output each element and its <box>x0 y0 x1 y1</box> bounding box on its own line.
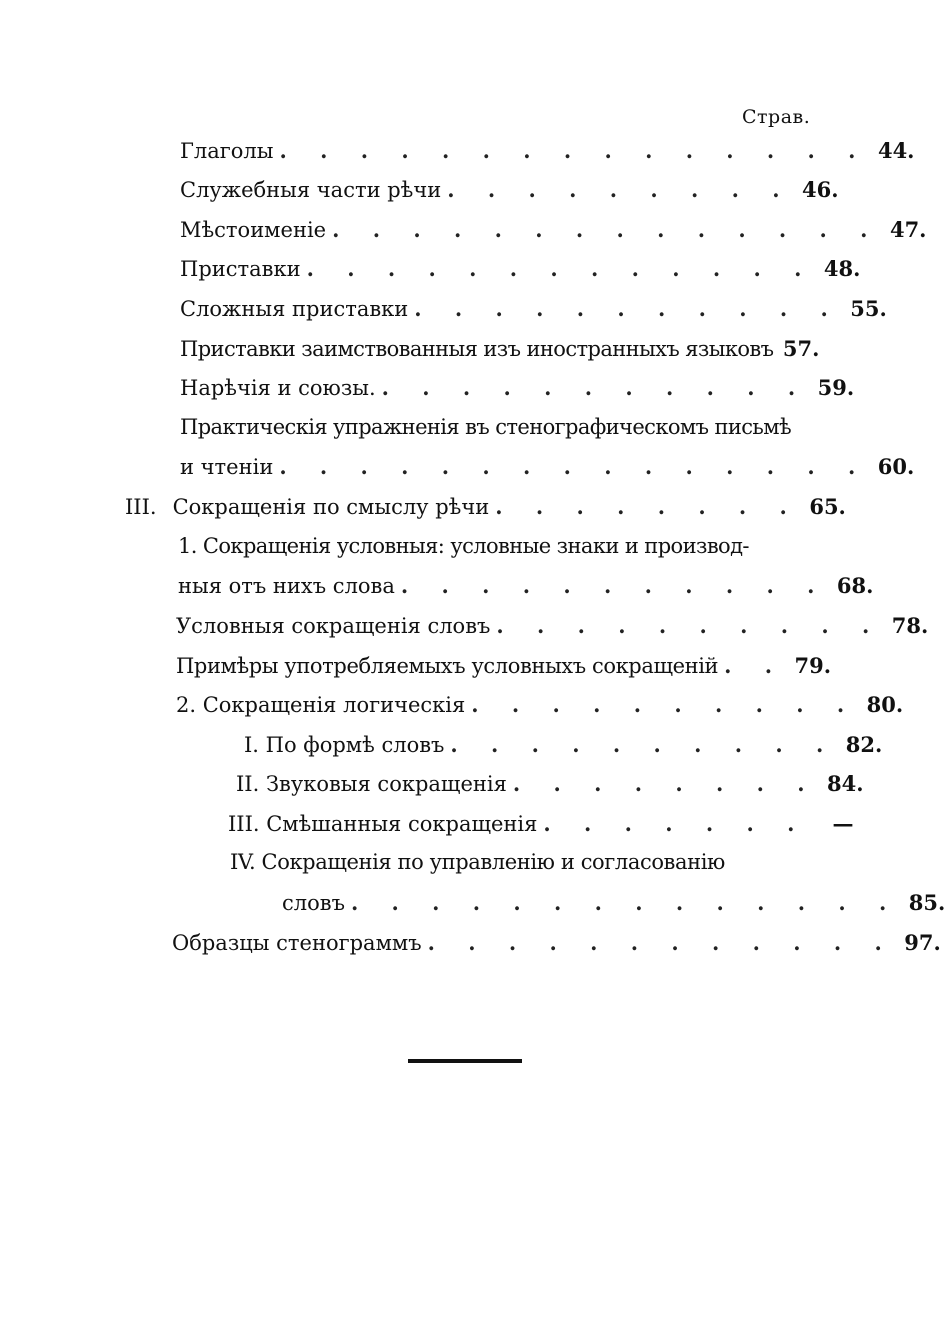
toc-entry <box>176 613 929 647</box>
toc-entry <box>178 534 792 568</box>
page-number: 82. <box>845 732 883 757</box>
page-number: 57. <box>782 336 820 361</box>
entry-title: Условныя сокращенія словъ <box>176 614 491 638</box>
page-number: 60. <box>877 454 915 479</box>
page-number: 44. <box>877 138 915 163</box>
toc-entry <box>230 850 792 884</box>
entry-title: словъ <box>282 891 345 915</box>
entry-title: Образцы стенограммъ <box>172 931 422 955</box>
dot-leader: . . . . . . . . . <box>447 177 793 202</box>
dot-leader: . . . . . . . . . . <box>471 692 858 717</box>
section-end-rule <box>408 1059 522 1063</box>
page-number: 79. <box>794 653 832 678</box>
toc-entry <box>125 494 846 528</box>
page-number: 85. <box>908 890 945 915</box>
toc-entry <box>180 256 861 290</box>
toc-entry <box>176 692 904 726</box>
page-number: 59. <box>817 375 855 400</box>
entry-title: ныя отъ нихъ слова <box>178 574 395 598</box>
dot-leader: . . . . . . . . . . <box>450 732 837 757</box>
dot-leader: . . . . . . . . <box>512 771 818 796</box>
entry-title: I. По формѣ словъ <box>244 733 445 757</box>
toc-entry <box>236 771 864 805</box>
dot-leader: . . . . . . . . <box>495 494 800 519</box>
entry-title: Сложныя приставки <box>180 297 409 321</box>
dot-leader: . . . . . . . . . . . <box>400 573 828 598</box>
dot-leader: . . . . . . . . . . . . . . <box>350 890 900 915</box>
dot-leader: . . . . . . . . . . . . . . . <box>279 454 869 479</box>
section-numeral: III. <box>125 495 157 519</box>
entry-title: Мѣстоименіе <box>180 218 327 242</box>
page-number: 55. <box>850 296 887 321</box>
entry-title: II. Звуковыя сокращенія <box>236 772 507 796</box>
page-number: 48. <box>823 256 861 281</box>
entry-title: Приставки заимствованныя изъ иностранныхъ языковъ <box>180 337 774 361</box>
page-number: 84. <box>826 771 864 796</box>
entry-title: Сокращенія по смыслу рѣчи <box>172 495 490 519</box>
page-number: — <box>832 811 854 836</box>
entry-title: Нарѣчія и союзы. <box>180 376 376 400</box>
page-number: 68. <box>836 573 874 598</box>
entry-title: Приставки <box>180 257 301 281</box>
dot-leader: . . . . . . . <box>543 811 808 836</box>
entry-title: 1. Сокращенія условныя: условные знаки и производ- <box>178 534 749 558</box>
page-number: 46. <box>801 177 839 202</box>
toc-entry <box>178 573 874 607</box>
dot-leader: . . . . . . . . . . <box>496 613 883 638</box>
toc-entry <box>228 811 854 845</box>
page-number: 78. <box>891 613 929 638</box>
entry-title: IV. Сокращенія по управленію и согласованію <box>230 850 725 874</box>
entry-title: Глаголы <box>180 139 274 163</box>
dot-leader: . . <box>724 653 786 678</box>
dot-leader: . . . . . . . . . . . . . . . <box>279 138 869 163</box>
toc-entry <box>180 296 887 330</box>
dot-leader: . . . . . . . . . . . . . <box>306 256 815 281</box>
toc-entry <box>180 217 927 251</box>
toc-entry <box>180 454 915 488</box>
entry-title: 2. Сокращенія логическія <box>176 693 466 717</box>
entry-title: Служебныя части рѣчи <box>180 178 442 202</box>
entry-title: Практическія упражненія въ стенографическомъ письмѣ <box>180 415 792 439</box>
page-number: 47. <box>889 217 927 242</box>
toc-entry <box>180 336 820 370</box>
dot-leader: . . . . . . . . . . . <box>414 296 841 321</box>
toc-entry <box>180 415 792 449</box>
page-number: 97. <box>904 930 941 955</box>
entry-title: Примѣры употребляемыхъ условныхъ сокращеній <box>176 654 719 678</box>
dot-leader: . . . . . . . . . . . . . . <box>332 217 881 242</box>
toc-entry <box>172 930 941 964</box>
entry-title: III. Смѣшанныя сокращенія <box>228 812 538 836</box>
page-number: 65. <box>809 494 846 519</box>
toc-entry <box>180 375 855 409</box>
dot-leader: . . . . . . . . . . . . <box>427 930 895 955</box>
toc-entry <box>176 653 832 687</box>
toc-entry <box>282 890 945 924</box>
page-column-label: Страв. <box>742 106 811 128</box>
toc-entry <box>180 177 839 211</box>
dot-leader: . . . . . . . . . . . <box>381 375 809 400</box>
toc-entry <box>244 732 883 766</box>
page-number: 80. <box>866 692 904 717</box>
toc-entry <box>180 138 915 172</box>
entry-title: и чтеніи <box>180 455 274 479</box>
